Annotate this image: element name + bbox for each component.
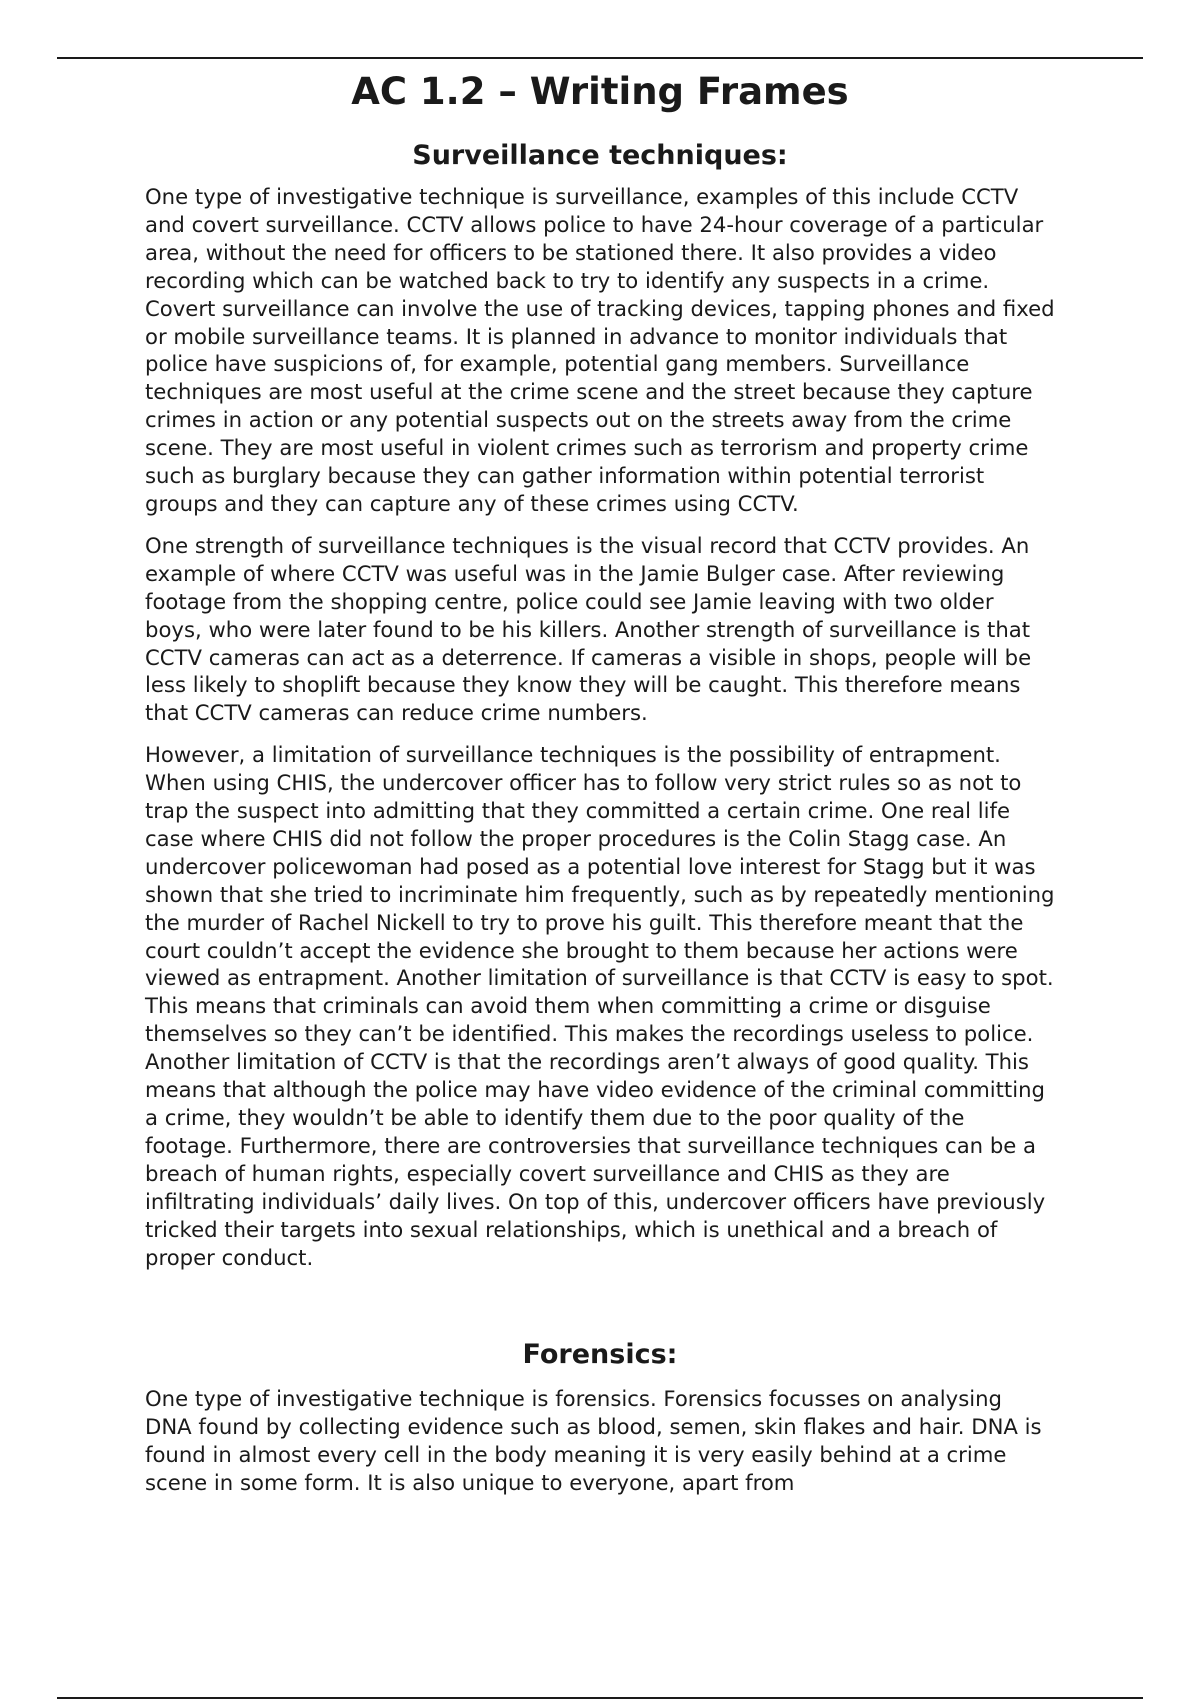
section-spacer: [145, 1285, 1055, 1337]
paragraph-forensics-intro: One type of investigative technique is forensics. Forensics focusses on analysing DNA found by collecting evidence such as blood, semen, skin flakes and hair. DNA is found in almost every cell in the body meaning it is very easily behind at a crime scene in some form. It is also unique to everyone, apart from: [145, 1386, 1042, 1496]
document-body: [145, 66, 1055, 1511]
top-rule: [57, 57, 1143, 59]
section-heading-surveillance: Surveillance techniques:: [412, 140, 788, 171]
paragraph-surveillance-limitations: However, a limitation of surveillance techniques is the possibility of entrapment. When using CHIS, the undercover officer has to follow very strict rules so as not to trap the suspect into admitting that they committed a certain crime. One real life case where CHIS did not follow the proper procedures is the Colin Stagg case. An undercover policewoman had posed as a potential love interest for Stagg but it was shown that she tried to incriminate him frequently, such as by repeatedly mentioning the murder of Rachel Nickell to try to prove his guilt. This therefore meant that the court couldn’t accept the evidence she brought to them because her actions were viewed as entrapment. Another limitation of surveillance is that CCTV is easy to spot. This means that criminals can avoid them when committing a crime or disguise themselves so they can’t be identified. This makes the recordings useless to police. Another limitation of CCTV is that the recordings aren’t always of good quality. This means that although the police may have video evidence of the criminal committing a crime, they wouldn’t be able to identify them due to the poor quality of the footage. Furthermore, there are controversies that surveillance techniques can be a breach of human rights, especially covert surveillance and CHIS as they are infiltrating individuals’ daily lives. On top of this, undercover officers have previously tricked their targets into sexual relationships, which is unethical and a breach of proper conduct.: [145, 742, 1055, 1270]
paragraph-surveillance-strengths: One strength of surveillance techniques is the visual record that CCTV provides. An example of where CCTV was useful was in the Jamie Bulger case. After reviewing footage from the shopping centre, police could see Jamie leaving with two older boys, who were later found to be his killers. Another strength of surveillance is that CCTV cameras can act as a deterrence. If cameras a visible in shops, people will be less likely to shoplift because they know they will be caught. This therefore means that CCTV cameras can reduce crime numbers.: [145, 532, 1032, 726]
bottom-rule: [57, 1697, 1143, 1699]
section-heading-forensics: Forensics:: [522, 1339, 678, 1371]
document-title: AC 1.2 – Writing Frames: [351, 70, 849, 113]
paragraph-surveillance-intro: One type of investigative technique is surveillance, examples of this include CCTV and covert surveillance. CCTV allows police to have 24-hour coverage of a particular area, without the need for officers to be stationed there. It also provides a video recording which can be watched back to try to identify any suspects in a crime. Covert surveillance can involve the use of tracking devices, tapping phones and fixed or mobile surveillance teams. It is planned in advance to monitor individuals that police have suspicions of, for example, potential gang members. Surveillance techniques are most useful at the crime scene and the street because they capture crimes in action or any potential suspects out on the streets away from the crime scene. They are most useful in violent crimes such as terrorism and property crime such as burglary because they can gather information within potential terrorist groups and they can capture any of these crimes using CCTV.: [145, 184, 1055, 516]
